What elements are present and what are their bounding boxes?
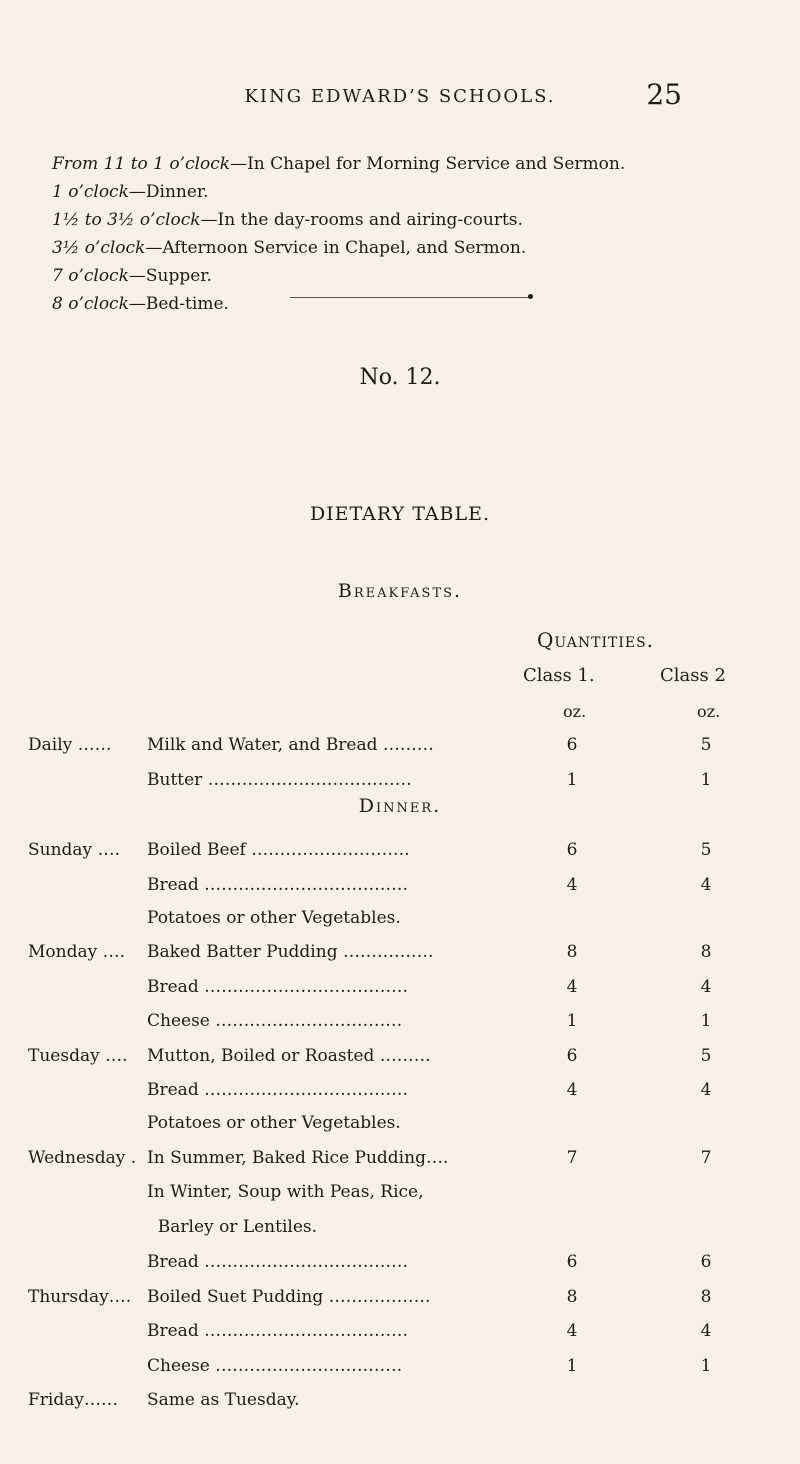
table-row: [0, 1011, 800, 1039]
row-day: Monday ….: [28, 942, 126, 962]
row-day: Sunday ….: [28, 840, 120, 860]
table-title: DIETARY TABLE.: [309, 503, 491, 525]
row-item: In Winter, Soup with Peas, Rice,: [147, 1182, 424, 1202]
row-class1-qty: 8: [566, 942, 578, 962]
row-item: Bread ………………………………: [147, 977, 409, 997]
row-item: Baked Batter Pudding …………….: [147, 942, 434, 962]
row-class1-qty: 1: [566, 1356, 578, 1376]
row-class1-qty: 4: [566, 875, 578, 895]
table-row: [0, 1287, 800, 1315]
table-row: [0, 840, 800, 868]
row-class2-qty: 5: [700, 735, 712, 755]
row-item: Potatoes or other Vegetables.: [147, 908, 401, 928]
row-class1-qty: 4: [566, 1080, 578, 1100]
row-day: Daily ……: [28, 735, 112, 755]
page-header: [0, 78, 800, 126]
row-item: Bread ………………………………: [147, 1252, 409, 1272]
row-class2-qty: 1: [700, 1011, 712, 1031]
table-row: [0, 1080, 800, 1108]
schedule-list: [52, 150, 625, 318]
running-title: KING EDWARD’S SCHOOLS.: [244, 86, 556, 107]
row-item: Milk and Water, and Bread ………: [147, 735, 434, 755]
row-item: Bread ………………………………: [147, 1321, 409, 1341]
table-row: [0, 942, 800, 970]
row-item: Cheese ……………………………: [147, 1011, 403, 1031]
row-day: Tuesday ….: [28, 1046, 128, 1066]
table-row: [0, 1356, 800, 1384]
table-row: [0, 1148, 800, 1176]
class2-unit: oz.: [697, 702, 721, 721]
table-row: [0, 1046, 800, 1074]
row-day: Wednesday .: [28, 1148, 137, 1168]
schedule-line: 8 o’clock—Bed-time.: [52, 294, 229, 314]
table-row: [0, 908, 800, 936]
table-row: [0, 977, 800, 1005]
row-item: Bread ………………………………: [147, 875, 409, 895]
row-class1-qty: 1: [566, 1011, 578, 1031]
table-row: [0, 1390, 800, 1418]
row-class1-qty: 4: [566, 977, 578, 997]
class1-unit: oz.: [563, 702, 587, 721]
row-day: Thursday….: [28, 1287, 132, 1307]
table-row: [0, 1217, 800, 1245]
row-class1-qty: 6: [566, 1046, 578, 1066]
row-class2-qty: 8: [700, 942, 712, 962]
section-divider: [290, 297, 530, 298]
quantities-heading: Quantities.: [537, 628, 655, 652]
row-class2-qty: 5: [700, 1046, 712, 1066]
schedule-line: From 11 to 1 o’clock—In Chapel for Morning Service and Sermon.: [52, 154, 626, 174]
row-item: Same as Tuesday.: [147, 1390, 300, 1410]
row-class2-qty: 5: [700, 840, 712, 860]
class2-heading: Class 2: [660, 665, 726, 686]
table-row: [0, 770, 800, 798]
row-class1-qty: 6: [566, 1252, 578, 1272]
breakfasts-heading: Breakfasts.: [337, 580, 463, 602]
table-row: [0, 1252, 800, 1280]
row-item: Boiled Suet Pudding ………………: [147, 1287, 431, 1307]
row-item: Bread ………………………………: [147, 1080, 409, 1100]
row-class2-qty: 4: [700, 977, 712, 997]
schedule-line: 1 o’clock—Dinner.: [52, 182, 209, 202]
row-class2-qty: 4: [700, 1080, 712, 1100]
row-item: Barley or Lentiles.: [147, 1217, 318, 1237]
row-class1-qty: 1: [566, 770, 578, 790]
row-class2-qty: 8: [700, 1287, 712, 1307]
table-row: [0, 1113, 800, 1141]
row-class1-qty: 4: [566, 1321, 578, 1341]
row-item: In Summer, Baked Rice Pudding….: [147, 1148, 449, 1168]
row-class2-qty: 6: [700, 1252, 712, 1272]
table-row: [0, 1182, 800, 1210]
row-class2-qty: 7: [700, 1148, 712, 1168]
divider-dot: [528, 294, 533, 299]
row-item: Mutton, Boiled or Roasted ………: [147, 1046, 431, 1066]
row-class2-qty: 4: [700, 875, 712, 895]
dinner-heading: Dinner.: [358, 795, 442, 817]
row-class2-qty: 4: [700, 1321, 712, 1341]
page-number: 25: [646, 78, 682, 111]
row-item: Butter ………………………………: [147, 770, 412, 790]
row-class2-qty: 1: [700, 1356, 712, 1376]
row-class2-qty: 1: [700, 770, 712, 790]
row-class1-qty: 6: [566, 735, 578, 755]
row-class1-qty: 8: [566, 1287, 578, 1307]
schedule-line: 3½ o’clock—Afternoon Service in Chapel, and Sermon.: [52, 238, 527, 258]
row-item: Boiled Beef ……………………….: [147, 840, 410, 860]
class1-heading: Class 1.: [523, 665, 595, 686]
table-row: [0, 1321, 800, 1349]
row-class1-qty: 7: [566, 1148, 578, 1168]
schedule-line: 7 o’clock—Supper.: [52, 266, 212, 286]
table-row: [0, 735, 800, 763]
row-item: Cheese ……………………………: [147, 1356, 403, 1376]
section-number: No. 12.: [359, 365, 441, 390]
row-class1-qty: 6: [566, 840, 578, 860]
schedule-line: 1½ to 3½ o’clock—In the day-rooms and airing-courts.: [52, 210, 523, 230]
row-item: Potatoes or other Vegetables.: [147, 1113, 401, 1133]
row-day: Friday……: [28, 1390, 118, 1410]
table-row: [0, 875, 800, 903]
